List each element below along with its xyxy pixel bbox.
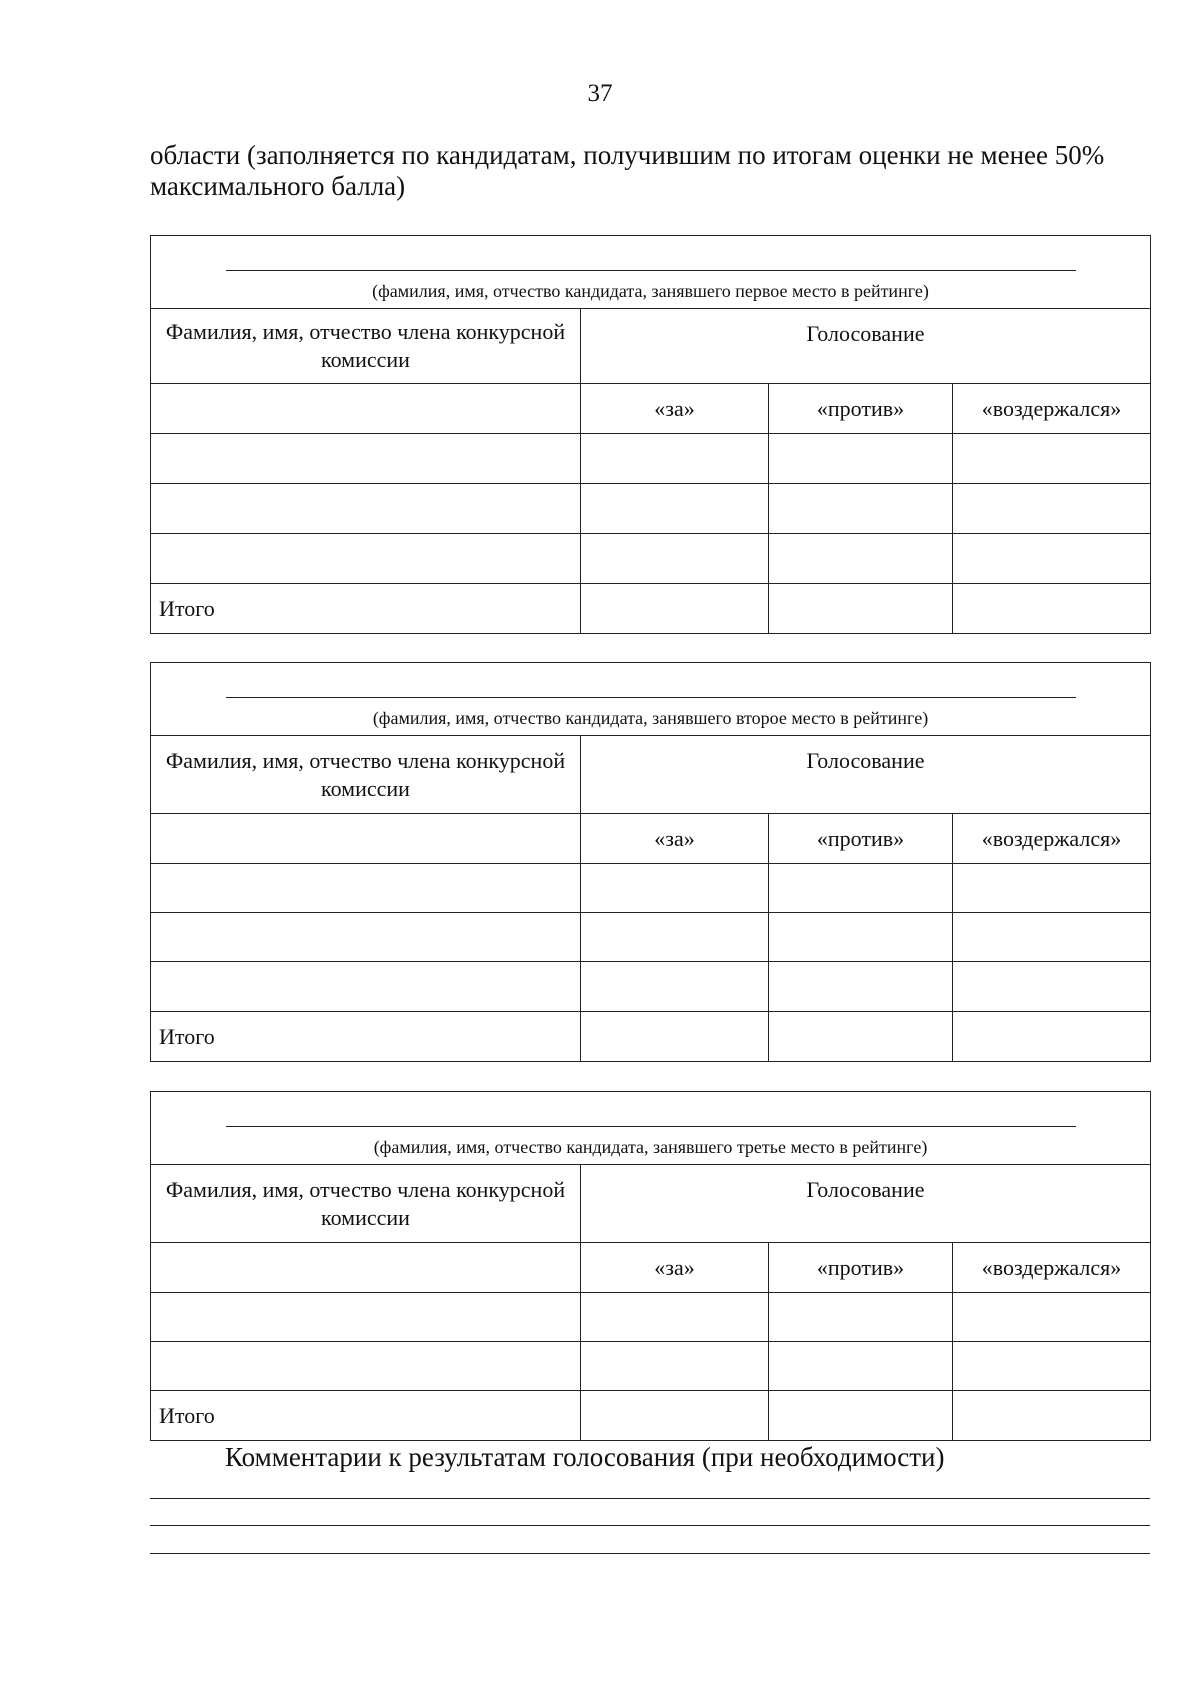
vote-against-cell[interactable]	[769, 864, 953, 913]
candidate-name-line	[226, 270, 1076, 271]
voting-header: Голосование	[581, 309, 1151, 384]
member-name-cell[interactable]	[151, 434, 581, 484]
candidate-name-cell[interactable]	[151, 1092, 1151, 1165]
member-name-header: Фамилия, имя, отчество члена конкурсной комиссии	[151, 1165, 581, 1243]
total-for-cell[interactable]	[581, 584, 769, 634]
total-row	[151, 1012, 1151, 1062]
total-label: Итого	[151, 584, 581, 634]
vote-against-cell[interactable]	[769, 1342, 953, 1391]
table-row	[151, 1293, 1151, 1342]
vote-abstained-cell[interactable]	[953, 962, 1151, 1012]
member-name-cell[interactable]	[151, 534, 581, 584]
option-for-header: «за»	[581, 814, 769, 864]
vote-abstained-cell[interactable]	[953, 434, 1151, 484]
vote-against-cell[interactable]	[769, 484, 953, 534]
total-abstained-cell[interactable]	[953, 1391, 1151, 1441]
page-number: 37	[587, 80, 613, 107]
vote-for-cell[interactable]	[581, 1342, 769, 1391]
member-name-header: Фамилия, имя, отчество члена конкурсной комиссии	[151, 309, 581, 384]
option-against-header: «против»	[769, 384, 953, 434]
intro-text: области (заполняется по кандидатам, получившим по итогам оценки не менее 50% максимального балла)	[150, 140, 1105, 201]
comment-line[interactable]	[150, 1525, 1150, 1526]
table-row	[151, 1342, 1151, 1391]
total-for-cell[interactable]	[581, 1391, 769, 1441]
vote-abstained-cell[interactable]	[953, 1342, 1151, 1391]
comment-line[interactable]	[150, 1498, 1150, 1499]
table-row	[151, 484, 1151, 534]
member-name-cell[interactable]	[151, 962, 581, 1012]
member-name-cell[interactable]	[151, 913, 581, 962]
comments-title: Комментарии к результатам голосования (при необходимости)	[225, 1442, 945, 1472]
member-name-cell[interactable]	[151, 864, 581, 913]
total-label: Итого	[151, 1391, 581, 1441]
vote-against-cell[interactable]	[769, 534, 953, 584]
option-against-header: «против»	[769, 1243, 953, 1293]
vote-against-cell[interactable]	[769, 913, 953, 962]
option-abstained-header: «воздержался»	[953, 814, 1151, 864]
vote-against-cell[interactable]	[769, 1293, 953, 1342]
total-abstained-cell[interactable]	[953, 1012, 1151, 1062]
vote-for-cell[interactable]	[581, 484, 769, 534]
option-for-header: «за»	[581, 384, 769, 434]
total-against-cell[interactable]	[769, 1012, 953, 1062]
candidate-name-cell[interactable]	[151, 236, 1151, 309]
table-row	[151, 434, 1151, 484]
candidate-caption: (фамилия, имя, отчество кандидата, занявшего третье место в рейтинге)	[373, 1137, 928, 1157]
vote-against-cell[interactable]	[769, 434, 953, 484]
option-against-header: «против»	[769, 814, 953, 864]
candidate-name-line	[226, 697, 1076, 698]
voting-table-first-place	[150, 235, 1151, 634]
member-name-cell[interactable]	[151, 1342, 581, 1391]
vote-abstained-cell[interactable]	[953, 913, 1151, 962]
candidate-caption: (фамилия, имя, отчество кандидата, занявшего второе место в рейтинге)	[372, 708, 929, 728]
member-name-header: Фамилия, имя, отчество члена конкурсной комиссии	[151, 736, 581, 814]
comment-line[interactable]	[150, 1553, 1150, 1554]
total-against-cell[interactable]	[769, 584, 953, 634]
voting-header: Голосование	[581, 1165, 1151, 1243]
table-row	[151, 913, 1151, 962]
candidate-name-cell[interactable]	[151, 663, 1151, 736]
candidate-caption: (фамилия, имя, отчество кандидата, занявшего первое место в рейтинге)	[372, 281, 929, 301]
option-abstained-header: «воздержался»	[953, 384, 1151, 434]
voting-header: Голосование	[581, 736, 1151, 814]
vote-abstained-cell[interactable]	[953, 484, 1151, 534]
total-label: Итого	[151, 1012, 581, 1062]
candidate-name-line	[226, 1126, 1076, 1127]
member-name-cell[interactable]	[151, 1293, 581, 1342]
total-against-cell[interactable]	[769, 1391, 953, 1441]
vote-for-cell[interactable]	[581, 913, 769, 962]
vote-abstained-cell[interactable]	[953, 864, 1151, 913]
total-row	[151, 1391, 1151, 1441]
table-row	[151, 962, 1151, 1012]
table-row	[151, 864, 1151, 913]
vote-for-cell[interactable]	[581, 434, 769, 484]
voting-table-third-place	[150, 1091, 1151, 1441]
member-name-cell[interactable]	[151, 1243, 581, 1293]
vote-for-cell[interactable]	[581, 864, 769, 913]
total-row	[151, 584, 1151, 634]
member-name-cell[interactable]	[151, 814, 581, 864]
vote-for-cell[interactable]	[581, 534, 769, 584]
vote-against-cell[interactable]	[769, 962, 953, 1012]
vote-for-cell[interactable]	[581, 962, 769, 1012]
total-for-cell[interactable]	[581, 1012, 769, 1062]
vote-for-cell[interactable]	[581, 1293, 769, 1342]
vote-abstained-cell[interactable]	[953, 534, 1151, 584]
total-abstained-cell[interactable]	[953, 584, 1151, 634]
table-row	[151, 534, 1151, 584]
vote-abstained-cell[interactable]	[953, 1293, 1151, 1342]
member-name-cell[interactable]	[151, 484, 581, 534]
member-name-cell[interactable]	[151, 384, 581, 434]
option-for-header: «за»	[581, 1243, 769, 1293]
voting-table-second-place	[150, 662, 1151, 1062]
option-abstained-header: «воздержался»	[953, 1243, 1151, 1293]
